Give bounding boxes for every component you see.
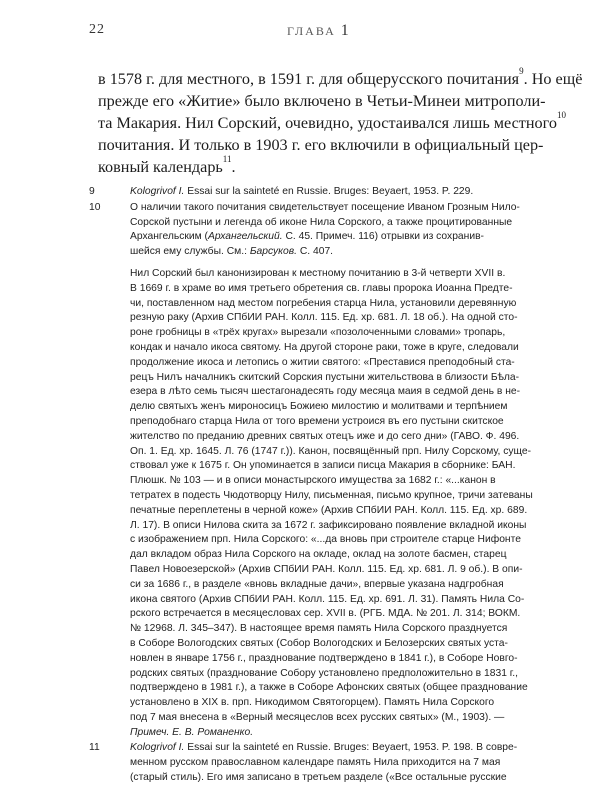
footnote-line	[130, 622, 509, 637]
footnote-text: Essai sur la sainteté en Russie. Bruges: Beyaert, 1953. P. 229.	[184, 186, 474, 197]
main-text-line	[98, 66, 583, 90]
footnote-text: О наличии такого почитания свидетельствует посещение Иваном Грозным Нило-	[130, 201, 520, 213]
footnote-text: икона святого (Архив СПбИИ РАН. Колл. 115. Ед. хр. 691. Л. 31). Память Нила Со-	[130, 593, 525, 605]
footnote	[89, 741, 518, 785]
main-text-segment: почитания. И только в 1903 г. его включили в официальный цер-	[98, 136, 544, 154]
main-text-segment: . Но ещё	[523, 70, 583, 88]
chapter-word: ГЛАВА	[287, 24, 336, 38]
paragraph-gap	[130, 260, 509, 267]
footnote-line	[130, 385, 521, 400]
main-text-segment: ковный календарь	[98, 158, 223, 176]
footnote-text: Архангельским (	[130, 231, 208, 243]
main-text-body	[98, 66, 583, 178]
footnote-line	[130, 696, 509, 711]
footnote-line	[130, 282, 513, 297]
footnote-line	[130, 445, 532, 460]
footnote-text: Л. 17). В описи Нилова скита за 1672 г. зафиксировано появление вкладной иконы	[130, 519, 527, 531]
footnote-line	[130, 326, 509, 341]
chapter-heading	[287, 22, 349, 40]
footnote	[89, 201, 533, 741]
footnote-line	[130, 230, 509, 245]
main-text-segment: в 1578 г. для местного, в 1591 г. для общерусского почитания	[98, 70, 520, 88]
footnote-text: Нил Сорский был канонизирован к местному почитанию в 3-й четверти XVII в.	[130, 267, 506, 279]
italic-text: Примеч. Е. В. Романенко.	[130, 726, 254, 738]
footnote-line	[130, 756, 509, 771]
footnote-text: Essai sur la sainteté en Russie. Bruges: Beyaert, 1953. P. 198. В совре-	[184, 742, 518, 754]
footnote-line	[130, 489, 533, 504]
footnote-line	[130, 311, 518, 326]
page-header	[89, 22, 540, 42]
footnote-line	[130, 578, 509, 593]
footnote-text: преподобнаго старца Нила от того времени устроися въ его пустыни скитское	[130, 415, 504, 427]
footnote-text: дал вкладом образ Нила Сорского на окладе, оклад на золоте басмен, старец	[130, 549, 507, 561]
footnote-text: резную раку (Архив СПбИИ РАН. Колл. 115. Ед. хр. 681. Л. 18 об.). На одной сто-	[130, 312, 518, 324]
footnote-text: си за 1686 г., в разделе «вновь вкладные дачи», впервые указана надгробная	[130, 578, 504, 590]
footnote-line	[130, 741, 518, 756]
footnote-reference: 11	[222, 154, 232, 164]
footnote-text: менном русском православном календаре память Нила приходится на 7 мая	[130, 757, 501, 769]
main-text-line	[98, 134, 544, 156]
footnote-line	[130, 593, 525, 608]
footnote-line	[130, 667, 519, 682]
footnote-text: рского встречается в месяцесловах сер. XVII в. (РГБ. МДА. № 201. Л. 314; ВОКМ.	[130, 608, 521, 620]
footnote-text: Оп. 1. Ед. хр. 1645. Л. 76 (1747 г.)). Канон, посвящённый прп. Нилу Сорскому, суще-	[130, 445, 532, 457]
footnote-line	[130, 371, 520, 386]
footnote-line	[130, 216, 513, 231]
footnote-text: шейся ему службы. См.:	[130, 246, 250, 258]
footnote-number: 11	[89, 742, 100, 754]
footnote-line	[130, 607, 521, 622]
footnote-line	[130, 356, 515, 371]
main-text-line	[98, 90, 546, 112]
italic-text: Барсуков.	[249, 246, 297, 258]
footnote-line	[130, 548, 509, 563]
chapter-number: 1	[340, 22, 349, 39]
footnote-text: С. 45. Примеч. 116) отрывки из сохранив-	[282, 231, 484, 243]
footnote-line	[130, 245, 509, 260]
footnote-line	[130, 519, 527, 534]
footnote-text: продолжение икоса и летопись о житии святого: «Преставися преподобный ста-	[130, 356, 515, 368]
footnote-text: установлено в XIX в. прп. Никодимом Святогорцем). Память Нила Сорского	[130, 697, 495, 709]
footnote-line	[130, 185, 509, 200]
footnote-line	[130, 341, 519, 356]
footnote-line	[130, 297, 517, 312]
footnote-text: езера в лѣто семь тысяч шестагонадесять году месяца маия в седмой день в не-	[130, 386, 521, 398]
page-number: 22	[89, 22, 105, 37]
italic-text: Kologrivof I.	[130, 186, 185, 197]
footnote-line	[130, 771, 509, 786]
footnote-line	[130, 533, 521, 548]
footnote-line	[130, 681, 528, 696]
footnotes	[89, 185, 533, 787]
footnote-text: тетратех в подесть Чюдотворцу Нилу, письменная, письмо крупное, тричи затеваны	[130, 489, 533, 501]
footnote-text: с изображением прп. Нила Сорского: «...да вновь при строителе старце Нифонте	[130, 534, 521, 546]
footnote-line	[130, 201, 520, 216]
footnote-text: С. 407.	[296, 246, 334, 258]
footnote-line	[130, 474, 509, 489]
footnote-reference: 9	[519, 66, 524, 76]
footnote-text: новлен в январе 1756 г., празднование подтверждено в 1841 г.), в Соборе Новго-	[130, 652, 518, 664]
footnote-line	[130, 563, 523, 578]
italic-text: Kologrivof I.	[130, 742, 185, 754]
footnote-text: кондак и начало икоса святому. На другой стороне раки, тоже в круге, следовали	[130, 341, 519, 353]
footnote-text: делю святыхъ женъ мироносицъ Божиею милостию и молитвами и терпѣнием	[130, 401, 508, 413]
footnote-line	[130, 504, 528, 519]
main-text-line	[98, 110, 566, 134]
footnote-reference: 10	[556, 110, 566, 120]
footnote-text: Павел Новоезерской» (Архив СПбИИ РАН. Колл. 115. Ед. хр. 681. Л. 9 об.). В опи-	[130, 563, 523, 575]
footnote-text: (старый стиль). Его имя записано в третьем разделе («Все остальные русские	[130, 772, 507, 784]
footnote-text: рецъ Нилъ началникъ скитский Сорския пустыни жительствова в близости Бѣла-	[130, 371, 520, 383]
footnote-text: подтверждено в 1981 г.), а также в Соборе Афонских святых (общее празднование	[130, 682, 528, 694]
footnote-line	[130, 726, 509, 741]
footnote-text: Сорской пустыни и легенда об иконе Нила Сорского, а также процитированные	[130, 216, 513, 228]
footnote-number: 10	[89, 201, 101, 213]
footnote-line	[130, 637, 509, 652]
main-text-segment: та Макария. Нил Сорский, очевидно, удостаивался лишь местного	[98, 114, 557, 132]
footnote-number: 9	[89, 186, 95, 197]
footnote-line	[130, 652, 518, 667]
footnote-text: жителство по преданию древних святых отецъ иже и до сего дни» (ГАВО. Ф. 496.	[130, 430, 520, 442]
footnote-line	[130, 400, 509, 415]
footnote-text: В 1669 г. в храме во имя третьего обретения св. главы пророка Иоанна Предте-	[130, 282, 513, 294]
footnote-line	[130, 415, 509, 430]
main-text-segment: прежде его «Житие» было включено в Четьи-Минеи митрополи-	[98, 92, 546, 110]
footnote-text: в Соборе Вологодских святых (Собор Вологодских и Белозерских святых уста-	[130, 637, 508, 649]
footnote-text: чи, поставленном над местом погребения старца Нила, установили деревянную	[130, 297, 517, 309]
italic-text: Архангельский.	[208, 231, 283, 243]
footnote-text: ствовал уже к 1675 г. Он упоминается в записи писца Макария в сборнике: БАН.	[130, 460, 516, 472]
main-text-segment: .	[231, 158, 236, 176]
footnote-line	[130, 430, 520, 445]
footnote-text: под 7 мая внесена в «Верный месяцеслов всех русских святых» (М., 1903). —	[130, 711, 505, 723]
footnote-text: № 12968. Л. 345–347). В настоящее время память Нила Сорского празднуется	[130, 623, 508, 635]
footnote-line	[130, 711, 509, 726]
main-text-line	[98, 156, 503, 178]
footnote-line	[130, 459, 516, 474]
footnote-text: Плюшк. № 103 — и в описи монастырского имущества за 1682 г.: «...канон в	[130, 475, 496, 487]
footnote-text: родских святых (празднование Собору установлено предположительно в 1831 г.,	[130, 667, 519, 679]
footnote-text: роне гробницы в «трёх кругах» вырезали «позолоченными словами» тропарь,	[130, 327, 506, 339]
footnote-text: печатные переплетены в черной коже» (Архив СПбИИ РАН. Колл. 115. Ед. хр. 689.	[130, 504, 528, 516]
footnote-line	[130, 267, 509, 282]
footnote	[89, 185, 509, 200]
